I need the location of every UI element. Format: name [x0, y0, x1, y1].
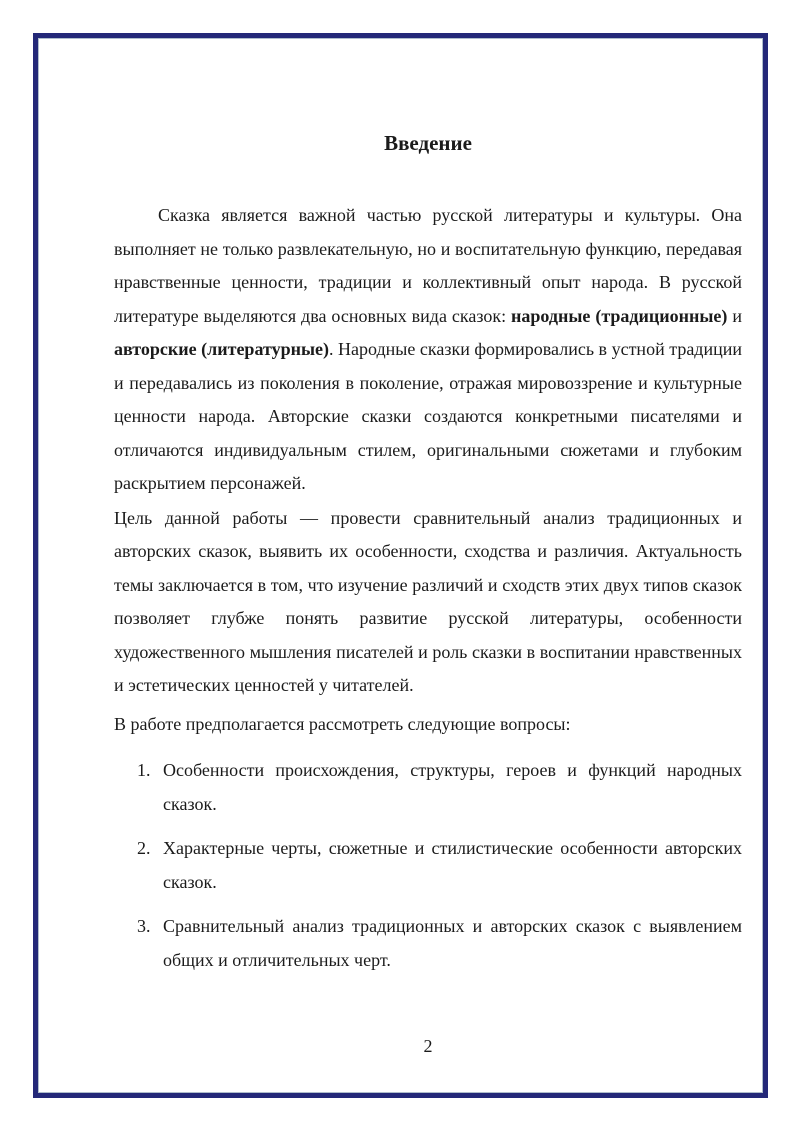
list-item-text: Характерные черты, сюжетные и стилистические особенности авторских сказок.	[163, 838, 742, 892]
list-item	[114, 832, 742, 899]
list-item	[114, 910, 742, 977]
list-item-text: Особенности происхождения, структуры, героев и функций народных сказок.	[163, 760, 742, 814]
list-item-number: 2.	[137, 838, 151, 858]
paragraph-questions-lead	[114, 708, 742, 742]
list-item	[114, 754, 742, 821]
paragraph-intro	[114, 199, 742, 501]
paragraph-goal	[114, 502, 742, 703]
question-list	[114, 754, 742, 977]
paragraph-text: и	[727, 305, 742, 326]
paragraph-text: В работе предполагается рассмотреть следующие вопросы:	[114, 713, 571, 734]
list-item-text: Сравнительный анализ традиционных и авторских сказок с выявлением общих и отличительных черт.	[163, 916, 742, 970]
paragraph-text: Цель данной работы — провести сравнительный анализ традиционных и авторских сказок, выявить их особенности, сходства и различия. Актуальность темы заключается в том, что изучение различий и сходств этих двух типов сказок позволяет глубже понять развитие русской литературы, особенности художественного мышления писателей и роль сказки в воспитании нравственных и эстетических ценностей у читателей.	[114, 507, 742, 695]
paragraph-text-bold: народные (традиционные)	[511, 305, 728, 326]
paragraph-text: Сказка является важной частью русской литературы и культуры. Она выполняет не только развлекательную, но и воспитательную функцию, передавая нравственные ценности, традиции и коллективный опыт народа. В русской литературе выделяются два основных вида сказок:	[114, 205, 742, 326]
paragraph-text: . Народные сказки формировались в устной традиции и передавались из поколения в поколение, отражая мировоззрение и культурные ценности народа. Авторские сказки создаются конкретными писателями и отличаются индивидуальным стилем, оригинальными сюжетами и глубоким раскрытием персонажей.	[114, 339, 742, 493]
page-title: Введение	[384, 131, 472, 155]
list-item-number: 3.	[137, 916, 151, 936]
list-item-number: 1.	[137, 760, 151, 780]
page-content	[114, 33, 742, 977]
page-number: 2	[423, 1036, 433, 1056]
paragraph-text-bold: авторские (литературные)	[114, 339, 330, 359]
